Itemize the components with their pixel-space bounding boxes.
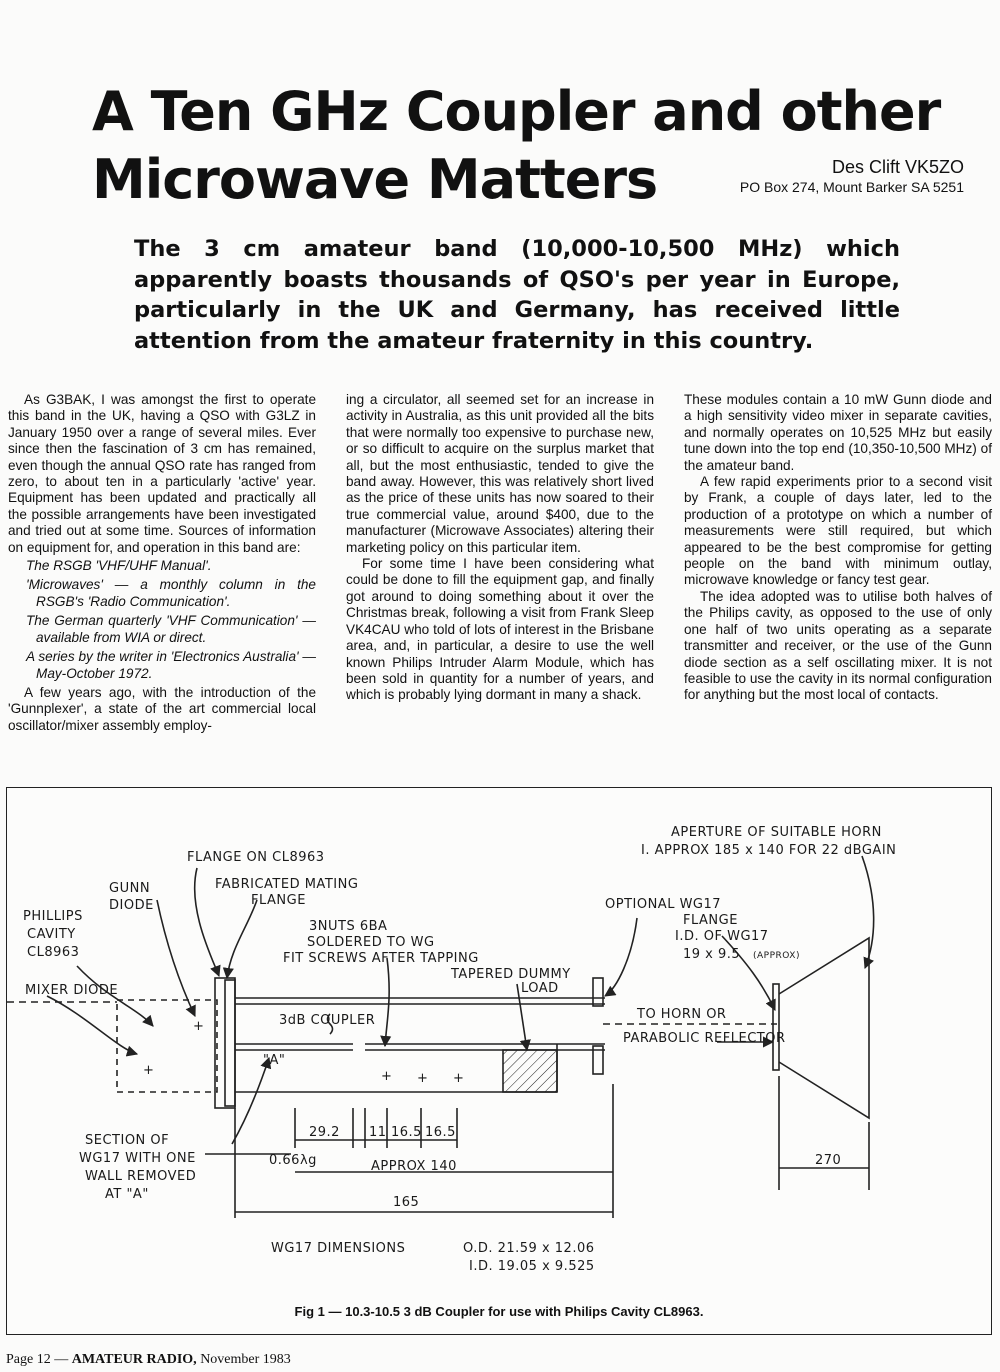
byline <box>740 156 964 196</box>
dim-approx-140: APPROX 140 <box>371 1159 457 1174</box>
horn-antenna <box>779 938 869 1118</box>
label-optional: OPTIONAL WG17 <box>605 897 722 912</box>
reference-item: The RSGB 'VHF/UHF Manual'. <box>26 558 212 574</box>
label-point-a: "A" <box>263 1053 286 1068</box>
author-name: Des Clift VK5ZO <box>831 157 964 177</box>
text-column-1 <box>8 392 316 734</box>
body-paragraph: For some time I have been considering what could be done to fill the equipment gap, and finally got around to doing something about it over the Christmas break, following a visit from Frank Sleep VK4CAU who told of lots of interest in the Brisbane area, and, in particular, a desire to use the well known Philips Intruder Alarm Module, which has been sold in quantity for a number of years, and which is probably lying dormant in many a shack. <box>346 556 654 703</box>
label-cavity: CAVITY <box>27 927 76 942</box>
author-address: PO Box 274, Mount Barker SA 5251 <box>739 179 964 195</box>
tuning-screw-mark: + <box>381 1069 393 1084</box>
tuning-screw-mark: + <box>143 1063 155 1078</box>
label-id-size: 19 x 9.5 <box>683 947 741 962</box>
label-nuts: 3NUTS 6BA <box>309 919 388 934</box>
body-paragraph: As G3BAK, I was amongst the first to operate this band in the UK, having a QSO with G3LZ in January 1950 over a range of several miles. Ever since then the fascination of 3 cm has remained, even though the annual QSO rate has ranged from zero, to about ten in a particularly 'active' year. Equipment has been updated and practically all the possible arrangements have been investigated and tried out at some time. Sources of information on equipment for, and operation in this band are: <box>8 392 316 555</box>
horn-flange <box>773 984 779 1070</box>
reference-item: The German quarterly 'VHF Communication' — available from WIA or direct. <box>26 613 316 645</box>
intro-paragraph: The 3 cm amateur band (10,000-10,500 MHz) which apparently boasts thousands of QSO's per year in Europe, particularly in the UK and Germany, has received little attention from the amateur fraternity in this country. <box>134 236 900 354</box>
tuning-screw-mark: + <box>193 1019 205 1034</box>
page-number: Page 12 — <box>6 1352 69 1367</box>
reference-item: 'Microwaves' — a monthly column in the RSGB's 'Radio Communication'. <box>26 577 316 609</box>
tuning-screw-mark: + <box>453 1071 465 1086</box>
label-at-a: AT "A" <box>105 1187 149 1202</box>
label-3db-coupler: 3dB COUPLER <box>279 1013 376 1028</box>
label-flange: FLANGE <box>251 893 306 908</box>
reference-list <box>26 558 316 682</box>
dim-11: 11 <box>369 1125 387 1140</box>
label-phillips: PHILLIPS <box>23 909 83 924</box>
dim-16-5-a: 16.5 <box>391 1125 422 1140</box>
label-id-of-wg17: I.D. OF WG17 <box>675 929 769 944</box>
philips-cavity-outline <box>117 1000 217 1092</box>
label-aperture: APERTURE OF SUITABLE HORN <box>671 825 882 840</box>
label-load: LOAD <box>521 981 559 996</box>
label-soldered: SOLDERED TO WG <box>307 935 435 950</box>
label-approx: (APPROX) <box>753 951 800 961</box>
dim-16-5-b: 16.5 <box>425 1125 456 1140</box>
label-approx-horn: I. APPROX 185 x 140 FOR 22 dBGAIN <box>641 843 897 858</box>
label-tapered: TAPERED DUMMY <box>451 967 571 982</box>
label-wg17-dimensions: WG17 DIMENSIONS <box>271 1241 406 1256</box>
reference-item: A series by the writer in 'Electronics Australia' — May-October 1972. <box>26 649 316 681</box>
coupler-diagram <box>7 788 991 1298</box>
label-od: O.D. 21.59 x 12.06 <box>463 1241 595 1256</box>
page-footer <box>6 1352 291 1368</box>
label-section: SECTION OF <box>85 1133 170 1148</box>
figure-1 <box>6 787 992 1335</box>
label-to-horn: TO HORN OR <box>637 1007 727 1022</box>
label-id: I.D. 19.05 x 9.525 <box>469 1259 595 1274</box>
label-cl8963: CL8963 <box>27 945 80 960</box>
mating-flange <box>225 980 235 1106</box>
text-column-3 <box>684 392 992 704</box>
title-line-1: A Ten GHz Coupler and other <box>92 80 941 143</box>
label-parabolic: PARABOLIC REFLECTOR <box>623 1031 786 1046</box>
dim-29-2: 29.2 <box>309 1125 340 1140</box>
body-paragraph: A few rapid experiments prior to a second visit by Frank, a couple of days later, led to the production of a prototype on which a number of measurements were still required, but which appeared to be the best compromise for getting people on the band with minimum outlay, microwave knowledge or fancy test gear. <box>684 474 992 588</box>
figure-caption: Fig 1 — 10.3-10.5 3 dB Coupler for use with Philips Cavity CL8963. <box>294 1304 704 1319</box>
body-paragraph: The idea adopted was to utilise both halves of the Philips cavity, as opposed to the use of only one half of two units operating as a separate transmitter and receiver, or the use of the Gunn diode section as a self oscillating mixer. It is not feasible to use the cavity in its normal configuration for anything but the most local of contacts. <box>684 588 992 703</box>
body-paragraph: These modules contain a 10 mW Gunn diode and a high sensitivity video mixer in separate cavities, and normally operates on 10,525 MHz but easily tune down into the top end (10,350-10,500 MHz) of the amateur band. <box>684 392 992 473</box>
text-column-2 <box>346 392 654 704</box>
dim-165: 165 <box>393 1195 420 1210</box>
dim-lambda: 0.66λg <box>269 1153 317 1168</box>
dim-270: 270 <box>815 1153 842 1168</box>
label-diode: DIODE <box>109 898 154 913</box>
label-gunn: GUNN <box>109 881 151 896</box>
tuning-screw-mark: + <box>417 1071 429 1086</box>
body-paragraph: ing a circulator, all seemed set for an increase in activity in Australia, as this unit provided all the bits that were normally too expensive to purchase new, or so difficult to acquire on the surplus market that all, but the most enthusiastic, tended to give the band away. However, this was relatively short lived as the price of these units has now soared to their true commercial value, around $400, due to the manufacturer (Microwave Associates) altering their marketing policy on this particular item. <box>346 392 654 555</box>
issue-date: November 1983 <box>200 1352 291 1367</box>
title-line-2: Microwave Matters <box>92 148 658 211</box>
label-opt-flange: FLANGE <box>683 913 738 928</box>
label-wg17-one: WG17 WITH ONE <box>79 1151 196 1166</box>
label-fabricated: FABRICATED MATING <box>215 877 359 892</box>
dummy-load <box>503 1050 557 1092</box>
label-wall-removed: WALL REMOVED <box>85 1169 197 1184</box>
label-flange-on: FLANGE ON CL8963 <box>187 850 325 865</box>
body-paragraph: A few years ago, with the introduction of the 'Gunnplexer', a state of the art commercial local oscillator/mixer assembly employ- <box>8 684 316 733</box>
label-fit-screws: FIT SCREWS AFTER TAPPING <box>283 951 479 966</box>
optional-flange-top <box>593 978 603 1006</box>
label-mixer-diode: MIXER DIODE <box>25 983 119 998</box>
publication-name: AMATEUR RADIO, <box>71 1352 197 1367</box>
